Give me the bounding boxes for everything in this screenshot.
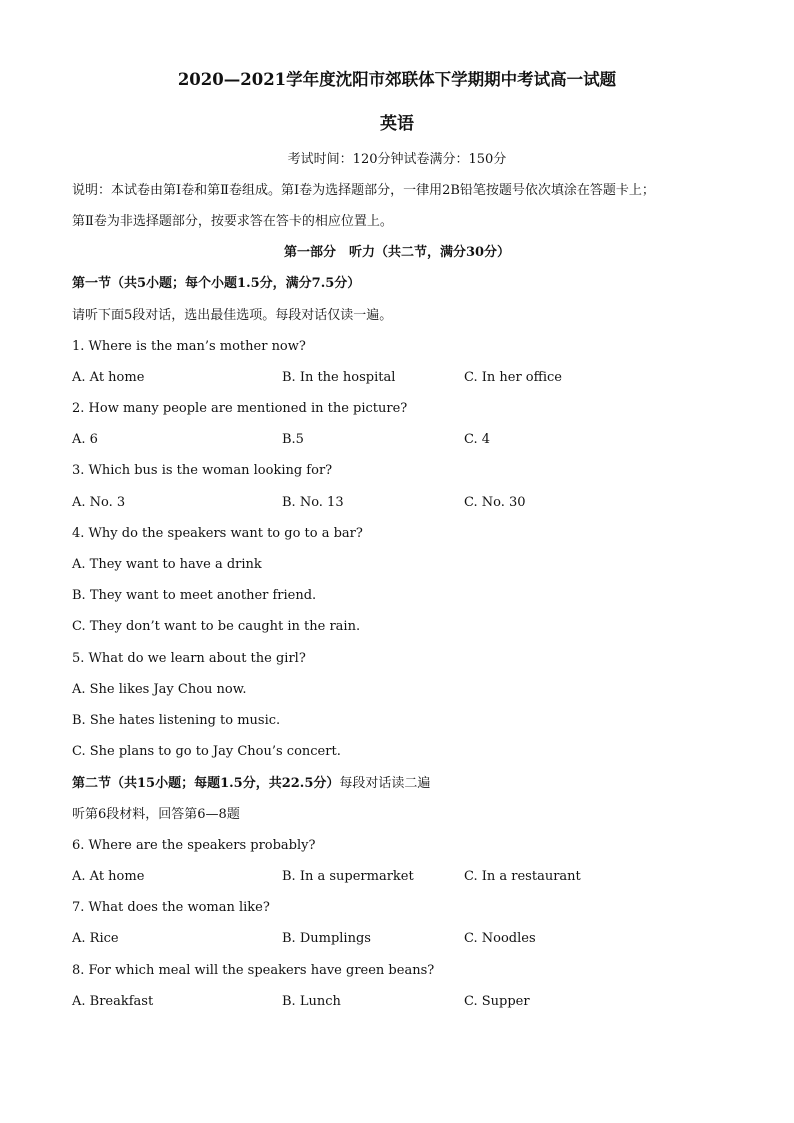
section2-heading: 第二节（共15小题；每题1.5分，共22.5分） bbox=[72, 776, 340, 791]
question-6-options bbox=[72, 869, 722, 885]
question-2-option-c: C. 4 bbox=[464, 432, 491, 447]
question-4-option-a: A. They want to have a drink bbox=[72, 557, 262, 572]
section2-note: 每段对话读二遍 bbox=[339, 776, 431, 791]
question-7-stem: 7. What does the woman like? bbox=[72, 900, 270, 915]
question-5-option-a: A. She likes Jay Chou now. bbox=[72, 682, 247, 697]
question-3-option-a: A. No. 3 bbox=[72, 495, 126, 510]
instructions-line-2: 第Ⅱ卷为非选择题部分，按要求答在答卡的相应位置上。 bbox=[72, 214, 393, 229]
question-3-option-b: B. No. 13 bbox=[282, 495, 344, 510]
question-8-option-c: C. Supper bbox=[464, 994, 530, 1009]
question-2-stem: 2. How many people are mentioned in the picture? bbox=[72, 401, 408, 416]
question-2-options bbox=[72, 432, 722, 448]
question-4-option-b: B. They want to meet another friend. bbox=[72, 588, 317, 603]
section2-heading-line bbox=[72, 776, 430, 792]
question-8-option-b: B. Lunch bbox=[282, 994, 341, 1009]
instructions-line-1: 说明：本试卷由第Ⅰ卷和第Ⅱ卷组成。第Ⅰ卷为选择题部分，一律用2B铅笔按题号依次填涂在答题卡上； bbox=[72, 183, 655, 198]
question-5-stem: 5. What do we learn about the girl? bbox=[72, 651, 306, 666]
subject-title: 英语 bbox=[380, 114, 414, 134]
question-2-option-a: A. 6 bbox=[72, 432, 98, 447]
section1-instruction: 请听下面5段对话，选出最佳选项。每段对话仅读一遍。 bbox=[72, 308, 393, 323]
question-4-stem: 4. Why do the speakers want to go to a bar? bbox=[72, 526, 363, 541]
question-5-option-b: B. She hates listening to music. bbox=[72, 713, 281, 728]
question-1-option-b: B. In the hospital bbox=[282, 370, 396, 385]
question-3-options bbox=[72, 495, 722, 511]
question-6-option-a: A. At home bbox=[72, 869, 145, 884]
question-3-option-c: C. No. 30 bbox=[464, 495, 526, 510]
question-6-stem: 6. Where are the speakers probably? bbox=[72, 838, 316, 853]
part1-heading: 第一部分 听力（共二节，满分30分） bbox=[283, 245, 511, 260]
question-2-option-b: B.5 bbox=[282, 432, 304, 447]
question-1-option-a: A. At home bbox=[72, 370, 145, 385]
question-8-stem: 8. For which meal will the speakers have green beans? bbox=[72, 963, 435, 978]
section1-heading: 第一节（共5小题；每个小题1.5分，满分7.5分） bbox=[72, 276, 361, 291]
question-8-options bbox=[72, 994, 722, 1010]
question-7-option-a: A. Rice bbox=[72, 931, 119, 946]
question-6-option-b: B. In a supermarket bbox=[282, 869, 414, 884]
question-1-option-c: C. In her office bbox=[464, 370, 562, 385]
question-6-option-c: C. In a restaurant bbox=[464, 869, 581, 884]
question-7-option-c: C. Noodles bbox=[464, 931, 536, 946]
question-1-options bbox=[72, 370, 722, 386]
question-7-option-b: B. Dumplings bbox=[282, 931, 371, 946]
section2-instruction: 听第6段材料，回答第6—8题 bbox=[72, 807, 240, 822]
question-3-stem: 3. Which bus is the woman looking for? bbox=[72, 463, 333, 478]
exam-time-score: 考试时间：120分钟试卷满分：150分 bbox=[287, 152, 507, 167]
question-7-options bbox=[72, 931, 722, 947]
exam-title: 2020—2021学年度沈阳市郊联体下学期期中考试高一试题 bbox=[177, 70, 617, 89]
question-1-stem: 1. Where is the man’s mother now? bbox=[72, 339, 306, 354]
question-4-option-c: C. They don’t want to be caught in the rain. bbox=[72, 619, 361, 634]
question-5-option-c: C. She plans to go to Jay Chou’s concert. bbox=[72, 744, 341, 759]
question-8-option-a: A. Breakfast bbox=[72, 994, 154, 1009]
